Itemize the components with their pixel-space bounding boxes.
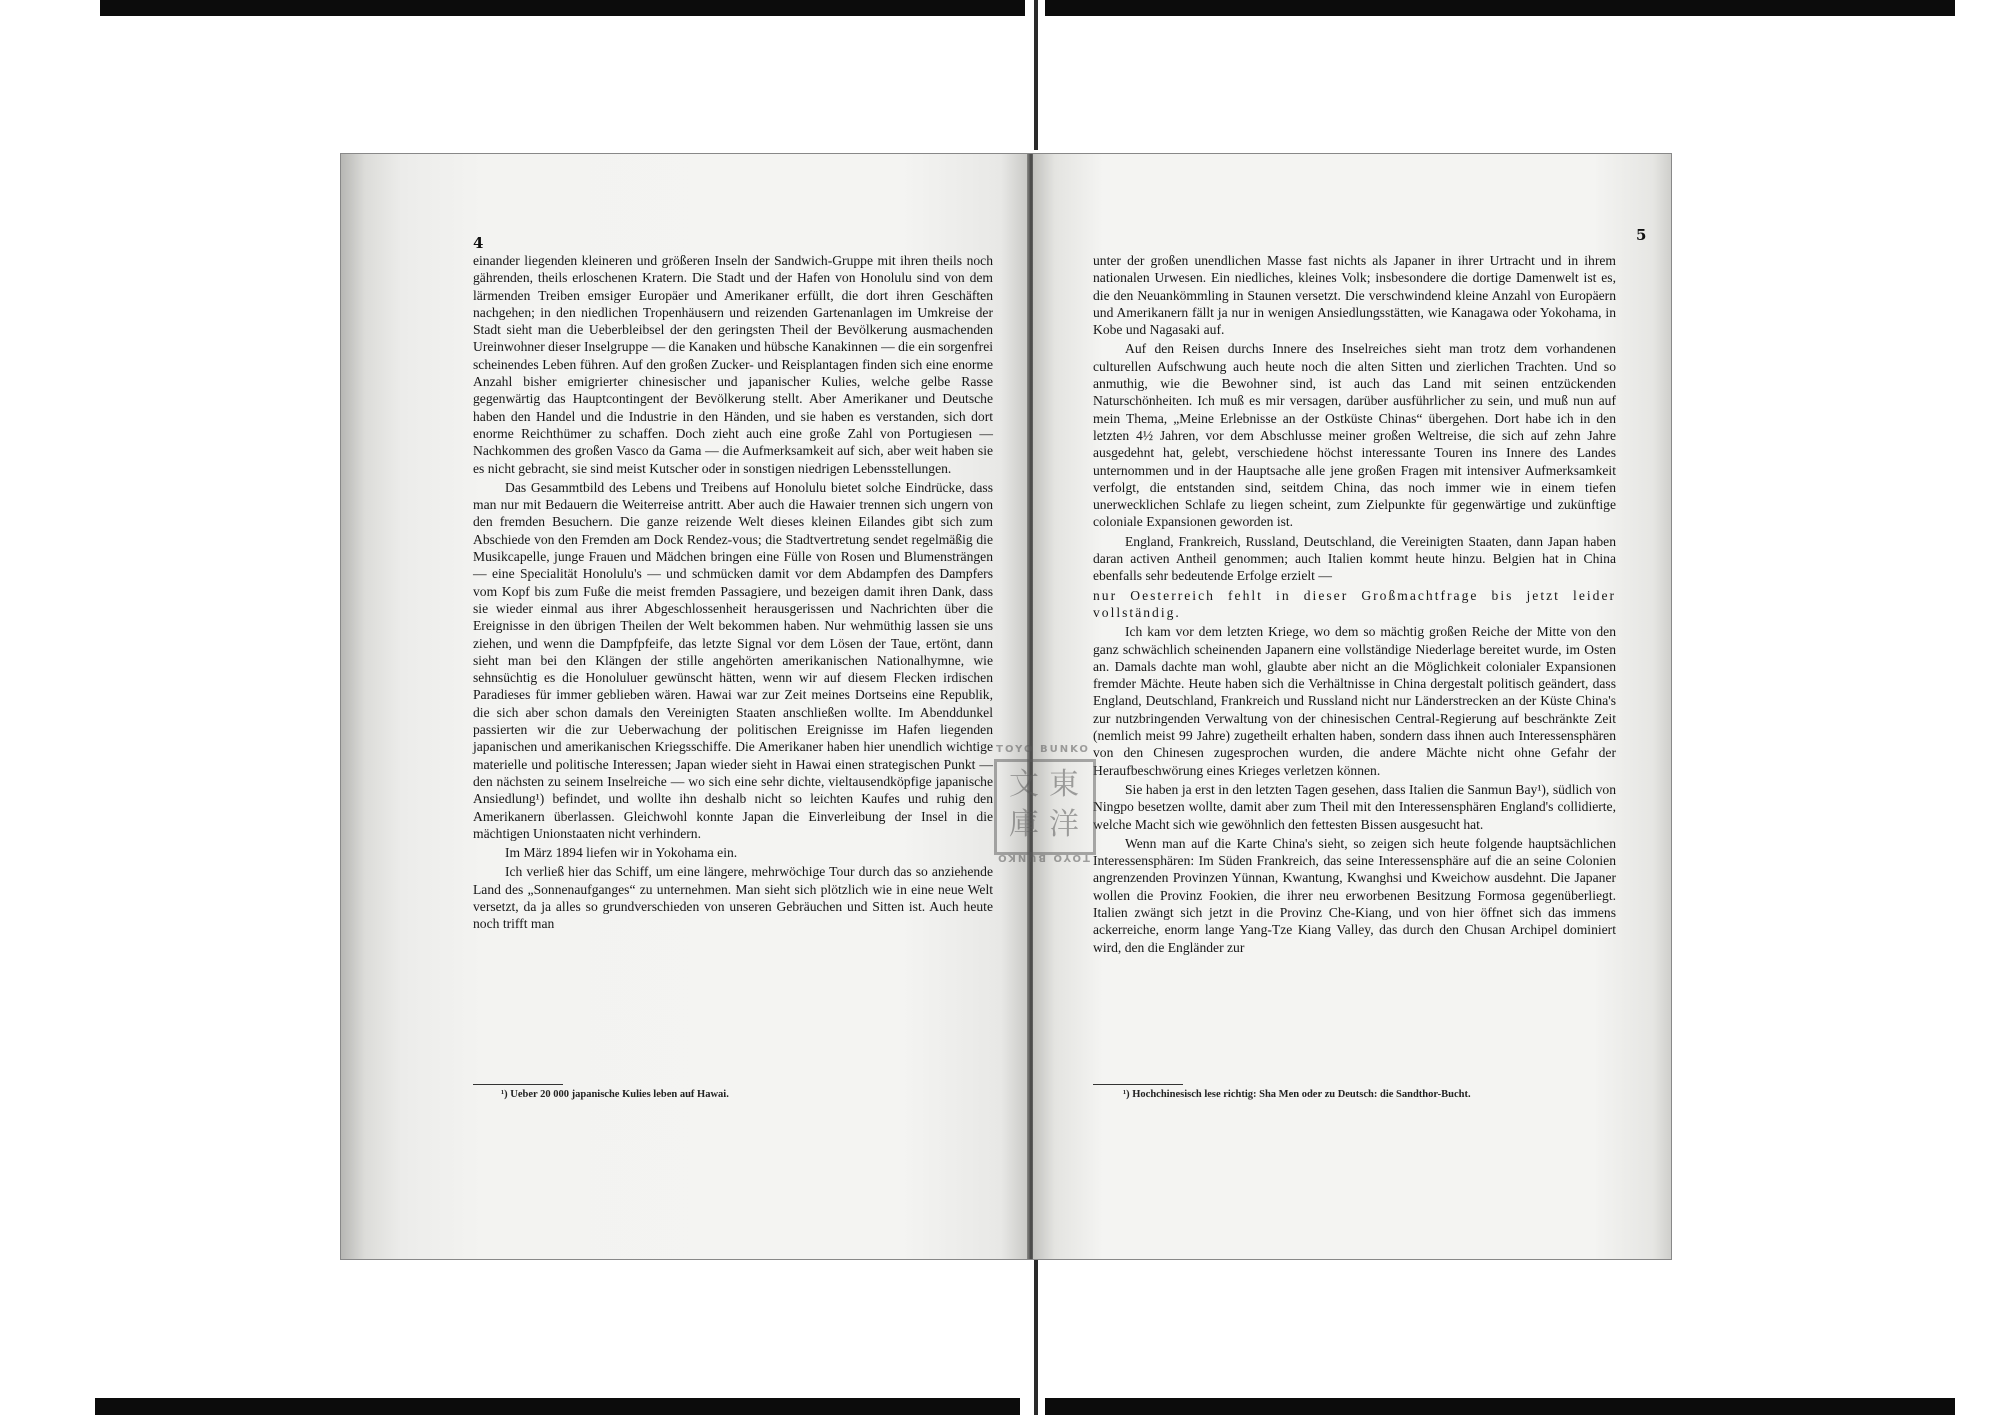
paragraph: Sie haben ja erst in den letzten Tagen gesehen, dass Italien die Sanmun Bay¹), südlich von Ningpo besetzen wollte, damit aber zum Theil mit den Interessensphären England's collidierte, welche Macht sich wie gewöhnlich den fettesten Bissen ausgesucht hat. xyxy=(1093,781,1616,832)
paragraph: Wenn man auf die Karte China's sieht, so zeigen sich heute folgende hauptsächlichen Interessensphären: Im Süden Frankreich, das seine Interessensphäre auf die an seine Colonien angrenzenden Provinzen Yünnan, Kwantung, Kwanghsi und Kweichow ausdehnt. Die Japaner wollen die Provinz Fookien, die ihrer neu erworbenen Besitzung Formosa gegenüberliegt. Italien zwängt sich jetzt in die Provinz Che-Kiang, und von hier öffnet sich das immens ackerreiche, enorm lange Yang-Tze Kiang Valley, das durch den Chusan Archipel dominiert wird, den die Engländer zur xyxy=(1093,835,1616,955)
paragraph: Ich kam vor dem letzten Kriege, wo dem so mächtig großen Reiche der Mitte von den ganz schwächlich scheinenden Japanern eine vollständige Niederlage bereitet wurde, im Osten an. Damals dachte man wohl, glaubte aber nicht an die Möglichkeit colonialer Expansionen fremder Mächte. Heute haben sich die Verhältnisse in China dergestalt politisch geändert, dass England, Deutschland, Frankreich und Russland nicht nur Länderstrecken an der Küste China's zur nutzbringenden Verwaltung von der chinesischen Central-Regierung auf beschränkte Zeit (nemlich meist 99 Jahre) zugetheilt erhalten haben, sondern dass ihnen auch Interessensphären von den Chinesen zugesprochen wurden, die andere Mächte nicht ohne Gefahr der Heraufbeschwörung eines Krieges verletzen können. xyxy=(1093,624,1616,778)
stamp-top-text: TOYO BUNKO xyxy=(996,744,1090,755)
left-page xyxy=(341,154,1029,1259)
stamp-seal xyxy=(994,759,1096,855)
paragraph: unter der großen unendlichen Masse fast nichts als Japaner in ihrer Urtracht und in ihrem nationalen Urwesen. Ein niedliches, kleines Volk; insbesondere die dortige Damenwelt ist es, die den Neuankömmling in Staunen versetzt. Die verschwindend kleine Anzahl von Europäern und Amerikanern fällt ja nur in wenigen Ansiedlungsstätten, wie Kanagawa oder Yokohama, in Kobe und Nagasaki auf. xyxy=(1093,253,1616,338)
page-number: 5 xyxy=(1636,226,1647,244)
page-number: 4 xyxy=(473,234,484,252)
scan-gutter-bottom xyxy=(1034,1255,1038,1415)
stamp-char: 洋 xyxy=(1049,807,1079,842)
scan-border-bottom-right xyxy=(1045,1398,1955,1415)
paragraph: England, Frankreich, Russland, Deutschland, die Vereinigten Staaten, dann Japan haben daran activen Antheil genommen; auch Italien kommt heute hinzu. Belgien hat in China ebenfalls sehr bedeutende Erfolge erzielt — xyxy=(1093,533,1616,584)
stamp-char: 文 xyxy=(1009,767,1039,802)
footnote: ¹) Ueber 20 000 japanische Kulies leben auf Hawai. xyxy=(501,1089,729,1100)
library-stamp xyxy=(988,744,1098,866)
paragraph: Auf den Reisen durchs Innere des Inselreiches sieht man trotz dem vorhandenen culturellen Aufschwung auch heute noch die alten Sitten und zierlichen Trachten. Und so anmuthig, wie die Bewohner sind, ist auch das Land mit seinen entzückenden Naturschönheiten. Ich muß es mir versagen, darüber ausführlicher zu sein, und muß nun auf mein Thema, „Meine Erlebnisse an der Ostküste Chinas“ übergehen. Dort habe ich in den letzten 4½ Jahren, vor dem Abschlusse meiner großen Weltreise, die sich auf zehn Jahre ausgedehnt hat, gelebt, verschiedene höchst interessante Touren ins Innere des Landes unternommen und in der Hauptsache alle jene großen Fragen mit intensiver Aufmerksamkeit verfolgt, die entstanden sind, seitdem China, das noch immer wie in einem tiefen unerwecklichen Schlafe zu liegen scheint, zum Zielpunkte für gegenwärtige und zukünftige coloniale Expansionen geworden ist. xyxy=(1093,341,1616,530)
paragraph: Im März 1894 liefen wir in Yokohama ein. xyxy=(505,845,738,861)
page-body xyxy=(473,252,993,933)
scan-gutter-top xyxy=(1034,0,1038,150)
paragraph: Ich verließ hier das Schiff, um eine längere, mehrwöchige Tour durch das so anziehende Land des „Sonnenaufganges“ zu unternehmen. Man sieht sich plötzlich wie in eine neue Welt versetzt, da ja alles so grundverschieden von unseren Gebräuchen und Sitten ist. Auch heute noch trifft man xyxy=(473,864,993,932)
book-spread xyxy=(340,153,1672,1260)
paragraph: Das Gesammtbild des Lebens und Treibens auf Honolulu bietet solche Eindrücke, dass man nur mit Bedauern die Weiterreise antritt. Aber auch die Hawaier trennen sich ungern von den fremden Besuchern. Die ganze reizende Welt dieses kleinen Eilandes gibt sich zum Abschiede von den Fremden am Dock Rendez-vous; die Stadtvertretung sendet regelmäßig die Musikcapelle, junge Frauen und Mädchen bringen eine Fülle von Rosen und Blumensträngen — eine Specialität Honolulu's — und schmücken damit vor dem Abdampfen des Dampfers vom Kopf bis zum Fuße die meist fremden Passagiere, und bezeigen damit ihren Dank, dass sie wieder einmal aus ihrer Abgeschlossenheit herausgerissen und Nachrichten über die Ereignisse in den übrigen Theilen der Welt bekommen haben. Nur wehmüthig lassen sie uns ziehen, und wenn die Dampfpfeife, das letzte Signal vor dem Lösen der Taue, ertönt, dann sieht man bei den Klängen der stille angehörten amerikanischen Nationalhymne, wie sehnsüchtig es die Honoluluer gewünscht hätten, wenn wir auf diesem Flecken irdischen Paradieses für immer geblieben wären. Hawai war zur Zeit meines Dortseins eine Republik, die sich aber schon damals den Vereinigten Staaten anschließen wollte. Im Abenddunkel passierten wir die zur Ueberwachung der politischen Ereignisse im Hafen liegenden japanischen und amerikanischen Kriegsschiffe. Die Amerikaner haben hier unendlich wichtige materielle und politische Interessen; Japan wieder sieht in Hawai einen strategischen Punkt — den nächsten zu seinem Inselreiche — wo sich eine sehr dichte, vieltausendköpfige japanische Ansiedlung¹) befindet, und wollte ihn deshalb nicht so leichten Kaufes und ruhig den Amerikanern überlassen. Gleichwohl konnte Japan die Einverleibung der Insel in die mächtigen Unionstaaten nicht verhindern. xyxy=(473,479,993,841)
footnote: ¹) Hochchinesisch lese richtig: Sha Men oder zu Deutsch: die Sandthor-Bucht. xyxy=(1123,1089,1471,1100)
right-page xyxy=(1033,154,1671,1259)
paragraph: einander liegenden kleineren und größeren Inseln der Sandwich-Gruppe mit ihren theils noch gährenden, theils erloschenen Kratern. Die Stadt und der Hafen von Honolulu sind von dem lärmenden Treiben emsiger Europäer und Amerikaner erfüllt, die dort ihren Geschäften nachgehen; in den niedlichen Tropenhäusern und reizenden Gartenanlagen im Umkreise der Stadt sieht man die Ueberbleibsel der den geringsten Theil der Bevölkerung ausmachenden Ureinwohner dieser Inselgruppe — die Kanaken und hübsche Kanakinnen — die ein sorgenfrei scheinendes Leben führen. Auf den großen Zucker- und Reisplantagen finden sich eine enorme Anzahl bisher emigrierter chinesischer und japanischer Kulies, welche gelbe Rasse gegenwärtig das Hauptcontingent der Bevölkerung stellt. Aber Amerikaner und Deutsche haben den Handel und die Industrie in den Händen, und sie haben es verstanden, sich dort enorme Reichthümer zu schaffen. Doch zieht auch eine große Zahl von Portugiesen — Nachkommen des großen Vasco da Gama — die Aufmerksamkeit auf sich, aber weit haben sie es nicht gebracht, sie sind meist Kutscher oder in sonstigen niedrigen Lebensstellungen. xyxy=(473,253,993,476)
stamp-char: 庫 xyxy=(1009,807,1039,842)
scan-border-top-right xyxy=(1045,0,1955,16)
footnote-rule xyxy=(1093,1084,1183,1085)
stamp-bottom-text: TOYO BUNKO xyxy=(996,852,1090,863)
scan-border-top-left xyxy=(100,0,1025,16)
page-body xyxy=(1093,252,1616,956)
stamp-char: 東 xyxy=(1049,767,1079,802)
footnote-rule xyxy=(473,1084,563,1085)
scan-border-bottom-left xyxy=(95,1398,1020,1415)
paragraph-spaced: nur Oesterreich fehlt in dieser Großmachtfrage bis jetzt leider vollständig. xyxy=(1093,587,1616,620)
